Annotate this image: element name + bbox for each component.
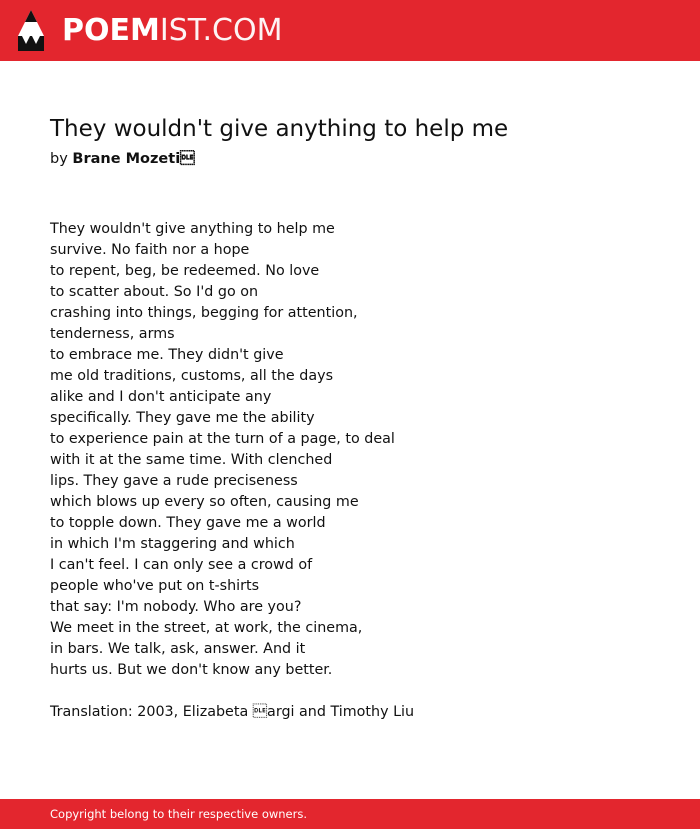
brand-bold-part: POEM [62, 13, 160, 48]
site-footer [0, 799, 700, 829]
poem-line: They wouldn't give anything to help me [50, 221, 335, 237]
poem-line: crashing into things, begging for attention, [50, 305, 358, 321]
poem-line: I can't feel. I can only see a crowd of [50, 557, 313, 573]
copyright-notice: Copyright belong to their respective owners. [50, 807, 308, 821]
poem-line: to scatter about. So I'd go on [50, 284, 259, 300]
poem-line: with it at the same time. With clenched [50, 452, 333, 468]
poem-line: in bars. We talk, ask, answer. And it [50, 641, 306, 657]
poem-line: hurts us. But we don't know any better. [50, 662, 333, 678]
poem-line: to experience pain at the turn of a page, to deal [50, 431, 395, 447]
poem-line: specifically. They gave me the ability [50, 410, 315, 426]
site-logo-text[interactable] [62, 11, 282, 51]
poem-line: alike and I don't anticipate any [50, 389, 272, 405]
poem-line: people who've put on t-shirts [50, 578, 260, 594]
poem-line: tenderness, arms [50, 326, 175, 342]
poem-line: in which I'm staggering and which [50, 536, 295, 552]
poem-line: to repent, beg, be redeemed. No love [50, 263, 320, 279]
poem-line: to embrace me. They didn't give [50, 347, 284, 363]
poem-line: that say: I'm nobody. Who are you? [50, 599, 302, 615]
poem-line: which blows up every so often, causing me [50, 494, 359, 510]
pencil-tip-icon[interactable] [18, 10, 44, 51]
poem-line: to topple down. They gave me a world [50, 515, 326, 531]
poem-line: survive. No faith nor a hope [50, 242, 250, 258]
poem-line: lips. They gave a rude preciseness [50, 473, 298, 489]
byline [50, 150, 195, 167]
author-name: Brane Mozeti [72, 151, 195, 167]
brand-light-part: IST.COM [159, 13, 283, 48]
byline-prefix: by [50, 151, 68, 167]
poem-title: They wouldn't give anything to help me [50, 116, 509, 142]
poem-body [50, 219, 395, 681]
poem-line: me old traditions, customs, all the days [50, 368, 334, 384]
translation-credit: Translation: 2003, Elizabeta argi and Timothy Liu [50, 704, 415, 720]
poem-line: We meet in the street, at work, the cinema, [50, 620, 363, 636]
site-header [0, 0, 700, 61]
